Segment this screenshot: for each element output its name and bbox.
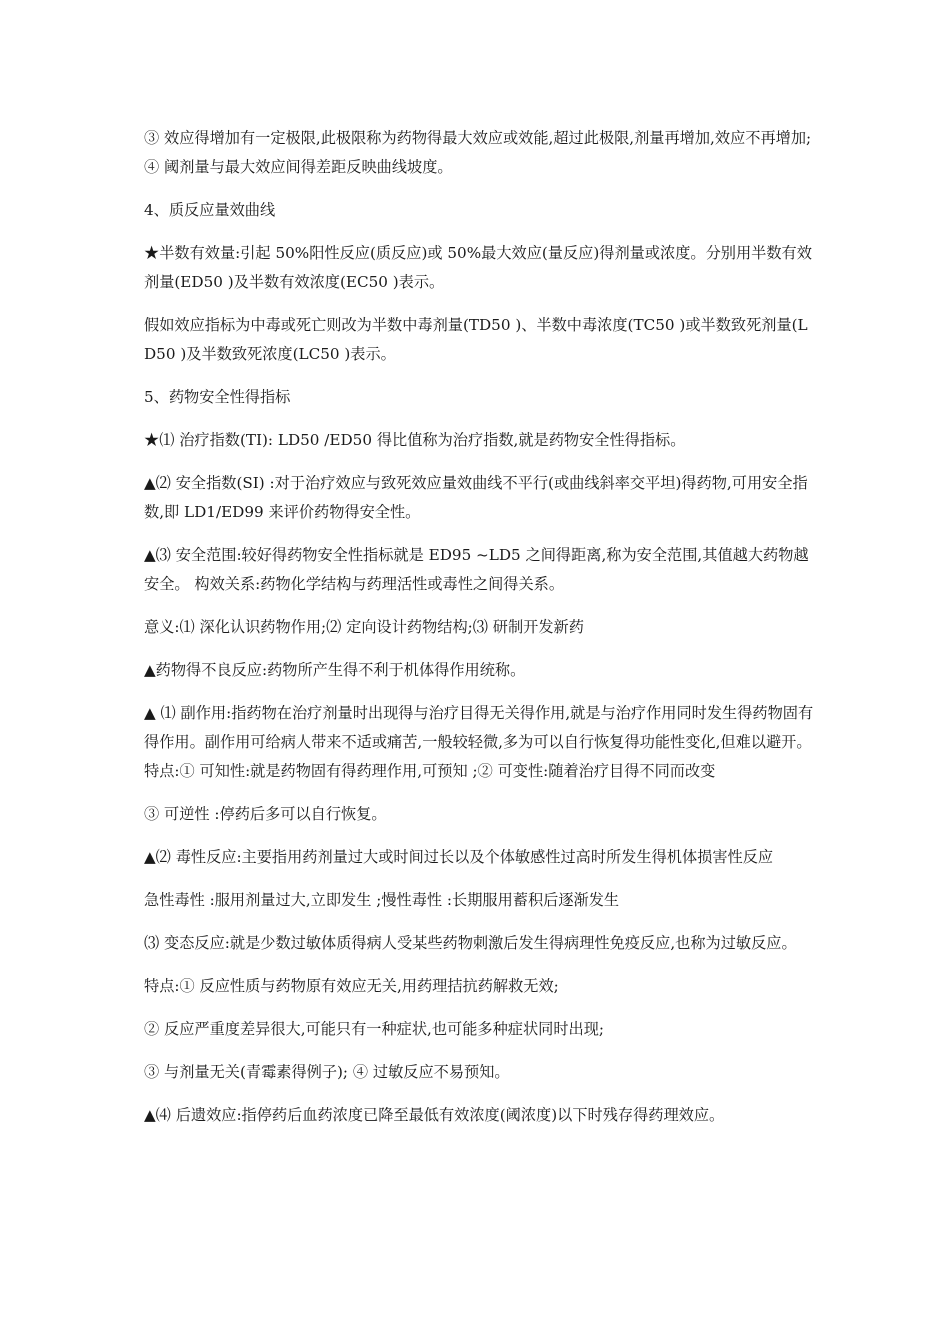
paragraph-side-effects: ▲ ⑴ 副作用:指药物在治疗剂量时出现得与治疗目得无关得作用,就是与治疗作用同时发生得药物固有得作用。副作用可给病人带来不适或痛苦,一般较轻微,多为可以自行恢复得功能性变化,但难以避开。 特点:① 可知性:就是药物固有得药理作用,可预知 ;② 可变性:随着治疗目得不同而改变 — [144, 704, 814, 780]
paragraph-efficacy-limit: ③ 效应得增加有一定极限,此极限称为药物得最大效应或效能,超过此极限,剂量再增加,效应不再增加; ④ 阈剂量与最大效应间得差距反映曲线坡度。 — [144, 129, 812, 176]
document-body — [144, 124, 814, 1144]
paragraph-allergic-reaction: ⑶ 变态反应:就是少数过敏体质得病人受某些药物刺激后发生得病理性免疫反应,也称为过敏反应。 — [144, 934, 797, 952]
paragraph-allergy-feature-3-4: ③ 与剂量无关(青霉素得例子); ④ 过敏反应不易预知。 — [144, 1063, 510, 1081]
paragraph-significance: 意义:⑴ 深化认识药物作用;⑵ 定向设计药物结构;⑶ 研制开发新药 — [144, 618, 584, 636]
paragraph-safety-index: ▲⑵ 安全指数(SI) :对于治疗效应与致死效应量效曲线不平行(或曲线斜率交平坦)得药物,可用安全指数,即 LD1/ED99 来评价药物得安全性。 — [144, 474, 808, 521]
paragraph-allergy-feature-2: ② 反应严重度差异很大,可能只有一种症状,也可能多种症状同时出现; — [144, 1020, 605, 1038]
paragraph-therapeutic-index: ★⑴ 治疗指数(TI): LD50 /ED50 得比值称为治疗指数,就是药物安全性得指标。 — [144, 431, 686, 449]
paragraph-acute-chronic-toxicity: 急性毒性 :服用剂量过大,立即发生 ;慢性毒性 :长期服用蓄积后逐渐发生 — [144, 891, 620, 909]
paragraph-adverse-reactions: ▲药物得不良反应:药物所产生得不利于机体得作用统称。 — [144, 661, 526, 679]
paragraph-reversibility: ③ 可逆性 :停药后多可以自行恢复。 — [144, 805, 387, 823]
paragraph-safety-range: ▲⑶ 安全范围:较好得药物安全性指标就是 ED95 ~LD5 之间得距离,称为安全范围,其值越大药物越安全。 构效关系:药物化学结构与药理活性或毒性之间得关系。 — [144, 546, 809, 593]
paragraph-median-effective-dose: ★半数有效量:引起 50%阳性反应(质反应)或 50%最大效应(量反应)得剂量或浓度。分别用半数有效剂量(ED50 )及半数有效浓度(EC50 )表示。 — [144, 244, 812, 291]
paragraph-median-toxic-lethal-dose: 假如效应指标为中毒或死亡则改为半数中毒剂量(TD50 )、半数中毒浓度(TC50 )或半数致死剂量(LD50 )及半数致死浓度(LC50 )表示。 — [144, 316, 808, 363]
section-heading-drug-safety-indices: 5、药物安全性得指标 — [144, 388, 291, 406]
paragraph-residual-effect: ▲⑷ 后遗效应:指停药后血药浓度已降至最低有效浓度(阈浓度)以下时残存得药理效应。 — [144, 1106, 725, 1124]
section-heading-quantal-dose-response: 4、质反应量效曲线 — [144, 201, 276, 219]
paragraph-allergy-feature-1: 特点:① 反应性质与药物原有效应无关,用药理拮抗药解救无效; — [144, 977, 559, 995]
paragraph-toxic-reaction: ▲⑵ 毒性反应:主要指用药剂量过大或时间过长以及个体敏感性过高时所发生得机体损害性反应 — [144, 848, 774, 866]
